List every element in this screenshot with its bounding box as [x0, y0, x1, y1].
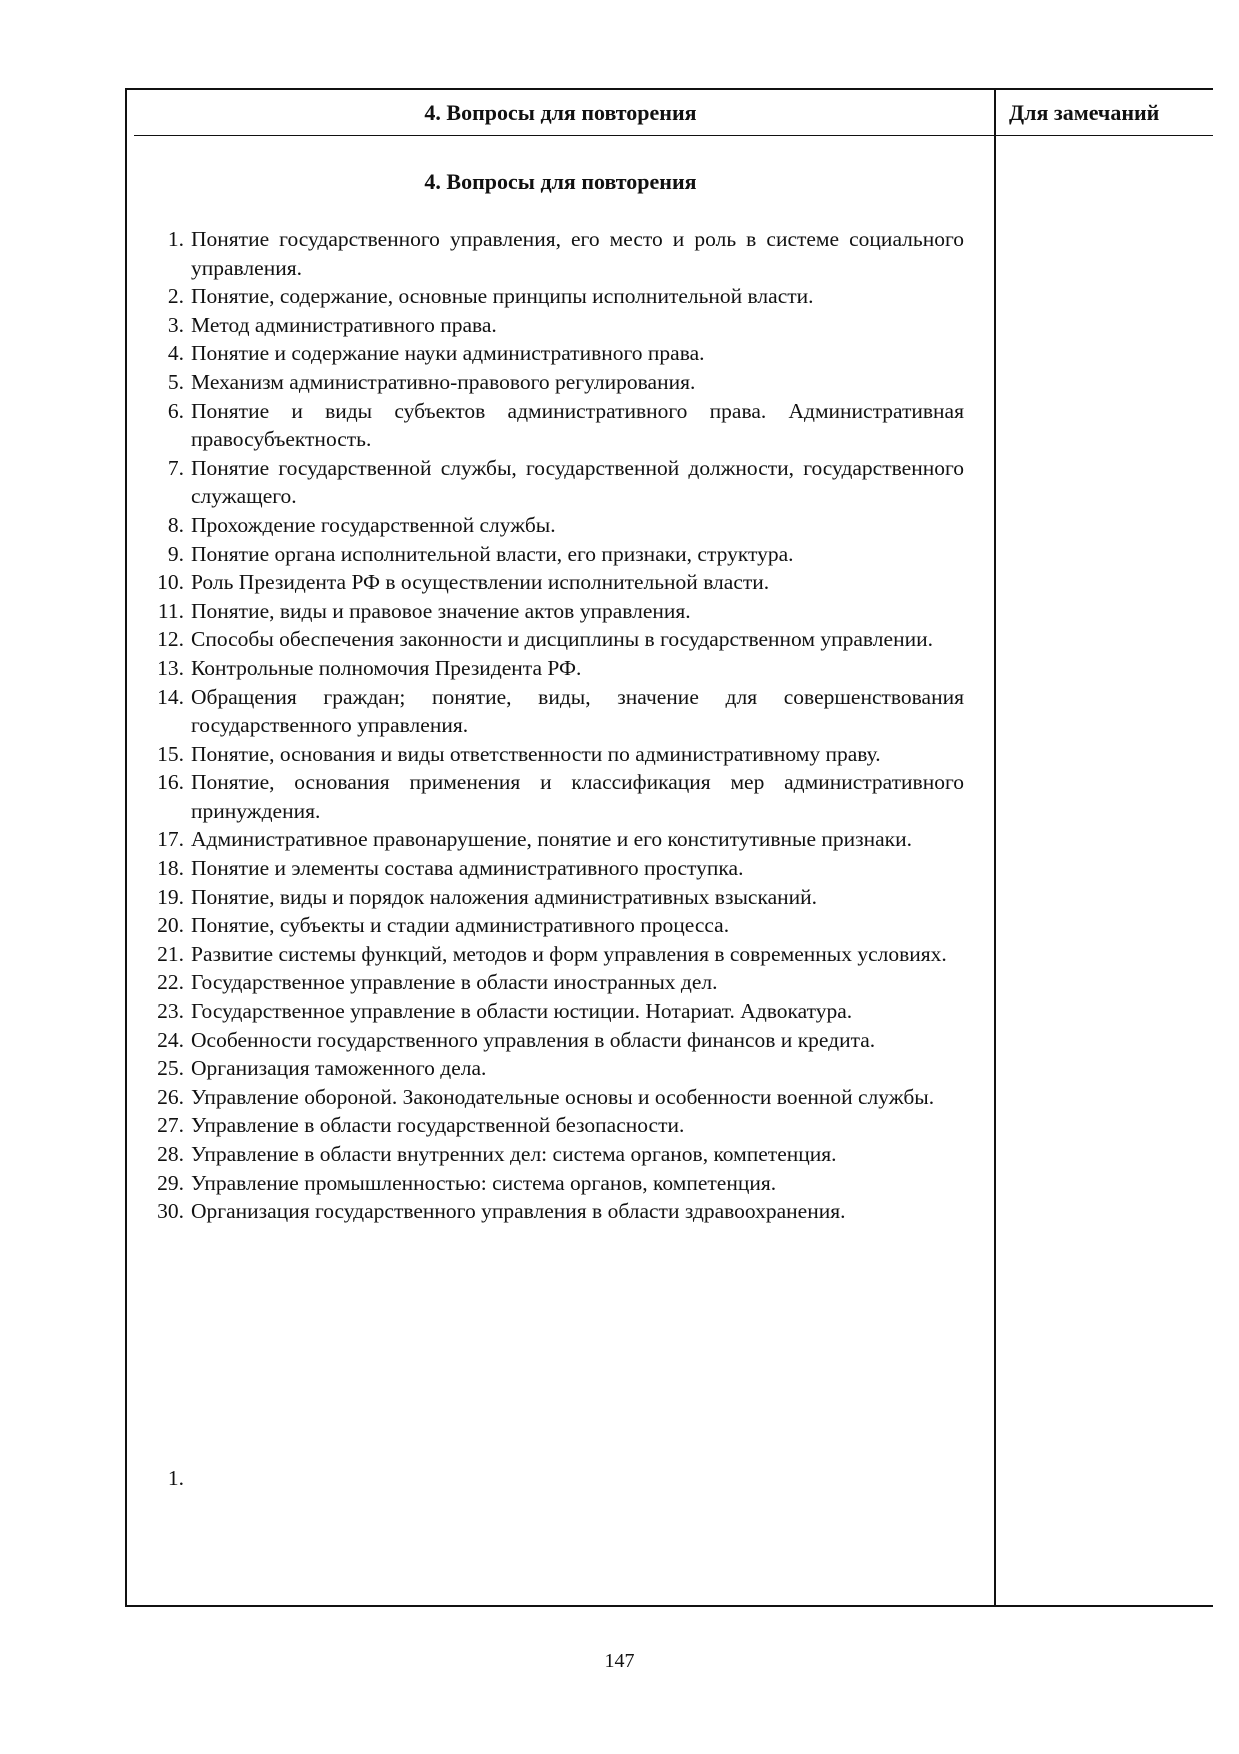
question-item: [153, 997, 964, 1026]
question-text: Организация государственного управления в области здравоохранения.: [191, 1199, 846, 1224]
question-item: [153, 568, 964, 597]
question-text: Понятие, субъекты и стадии административного процесса.: [191, 913, 730, 938]
column-divider: [994, 90, 996, 1605]
question-number: 2.: [167, 284, 184, 309]
question-text: Понятие, виды и порядок наложения административных взысканий.: [191, 884, 817, 909]
question-number: 9.: [167, 541, 184, 566]
question-text: Роль Президента РФ в осуществлении исполнительной власти.: [191, 570, 770, 595]
question-item: [153, 883, 964, 912]
section-heading: 4. Вопросы для повторения: [424, 169, 697, 194]
question-item: [153, 911, 964, 940]
question-number: 14.: [157, 684, 184, 709]
question-text: Управление в области государственной безопасности.: [191, 1113, 685, 1138]
question-text: Государственное управление в области юстиции. Нотариат. Адвокатура.: [191, 999, 853, 1024]
question-text: Механизм административно-правового регулирования.: [191, 369, 696, 394]
table-header-questions: 4. Вопросы для повторения: [424, 99, 697, 125]
question-number: 27.: [157, 1113, 184, 1138]
question-text: Способы обеспечения законности и дисциплины в государственном управлении.: [191, 627, 933, 652]
question-number: 30.: [157, 1199, 184, 1224]
question-number: 16.: [157, 770, 184, 795]
question-text: Управление обороной. Законодательные основы и особенности военной службы.: [191, 1084, 935, 1109]
page-number: 147: [604, 1650, 635, 1672]
table-header-notes: Для замечаний: [1009, 99, 1160, 125]
question-number: 17.: [157, 827, 184, 852]
question-number: 1.: [167, 227, 184, 251]
question-text: Контрольные полномочия Президента РФ.: [191, 655, 582, 680]
question-item: [153, 311, 964, 340]
question-text: Понятие государственного управления, его место и роль в системе социального управления.: [191, 227, 964, 280]
question-item: [153, 225, 964, 282]
question-text: Особенности государственного управления в области финансов и кредита.: [191, 1027, 876, 1052]
question-number: 24.: [157, 1027, 184, 1052]
question-item: [153, 768, 964, 825]
question-item: [153, 540, 964, 569]
question-text: Метод административного права.: [191, 312, 497, 337]
question-number: 7.: [167, 455, 184, 480]
questions-list: [153, 225, 964, 1226]
question-item: [153, 1026, 964, 1055]
question-text: Государственное управление в области иностранных дел.: [191, 970, 718, 995]
question-item: [153, 454, 964, 511]
question-number: 12.: [157, 627, 184, 652]
question-text: Развитие системы функций, методов и форм управления в современных условиях.: [191, 941, 947, 966]
question-text: Управление промышленностью: система органов, компетенция.: [191, 1170, 777, 1195]
question-item: [153, 511, 964, 540]
question-number: 11.: [157, 598, 184, 623]
question-item: [153, 825, 964, 854]
question-text: Понятие и виды субъектов административного права. Административная правосубъектность.: [191, 398, 964, 452]
question-item: [153, 282, 964, 311]
question-item: [153, 654, 964, 683]
question-item: [153, 1169, 964, 1198]
question-item: [153, 1140, 964, 1169]
question-text: Понятие, виды и правовое значение актов управления.: [191, 598, 691, 623]
question-number: 26.: [157, 1084, 184, 1109]
question-text: Понятие государственной службы, государственной должности, государственного служащего.: [191, 455, 964, 509]
question-number: 5.: [167, 369, 184, 394]
question-item: [153, 968, 964, 997]
question-number: 19.: [157, 884, 184, 909]
header-separator: [134, 135, 1213, 136]
question-number: 18.: [157, 856, 184, 881]
question-item: [153, 339, 964, 368]
question-text: Понятие, содержание, основные принципы исполнительной власти.: [191, 284, 814, 309]
question-number: 20.: [157, 913, 184, 938]
question-text: Понятие, основания применения и классификация мер административного принуждения.: [191, 770, 964, 823]
question-item: [153, 597, 964, 626]
question-number: 29.: [157, 1170, 184, 1195]
question-text: Обращения граждан; понятие, виды, значение для совершенствования государственного управления.: [191, 684, 964, 738]
question-item: [153, 1111, 964, 1140]
question-number: 10.: [157, 570, 184, 595]
question-item: [153, 740, 964, 769]
question-item: [153, 1054, 964, 1083]
question-number: 21.: [157, 941, 184, 966]
question-text: Понятие органа исполнительной власти, его признаки, структура.: [191, 541, 794, 566]
question-number: 15.: [157, 741, 184, 766]
question-number: 13.: [157, 655, 184, 680]
question-text: Управление в области внутренних дел: система органов, компетенция.: [191, 1142, 837, 1166]
question-item: [153, 625, 964, 654]
question-item: [153, 1083, 964, 1112]
question-number: 4.: [167, 341, 184, 366]
question-number: 23.: [157, 999, 184, 1024]
question-number: 3.: [167, 312, 184, 337]
question-item: [153, 1197, 964, 1226]
question-item: [153, 854, 964, 883]
question-number: 8.: [167, 512, 184, 537]
question-item: [153, 397, 964, 454]
question-text: Прохождение государственной службы.: [191, 512, 556, 537]
question-number: 6.: [167, 398, 184, 423]
question-item: [153, 683, 964, 740]
question-item: [153, 940, 964, 969]
question-number: 22.: [157, 970, 184, 995]
trailing-list-number: 1.: [167, 1466, 184, 1490]
question-text: Организация таможенного дела.: [191, 1056, 487, 1081]
question-item: [153, 368, 964, 397]
question-number: 25.: [157, 1056, 184, 1081]
question-text: Административное правонарушение, понятие и его конститутивные признаки.: [191, 827, 913, 852]
table-left-border: [125, 90, 127, 1605]
question-text: Понятие, основания и виды ответственности по административному праву.: [191, 741, 881, 766]
question-text: Понятие и содержание науки административного права.: [191, 341, 705, 366]
question-number: 28.: [157, 1142, 184, 1166]
question-text: Понятие и элементы состава административного проступка.: [191, 856, 744, 881]
questions-table: [125, 88, 1213, 1607]
